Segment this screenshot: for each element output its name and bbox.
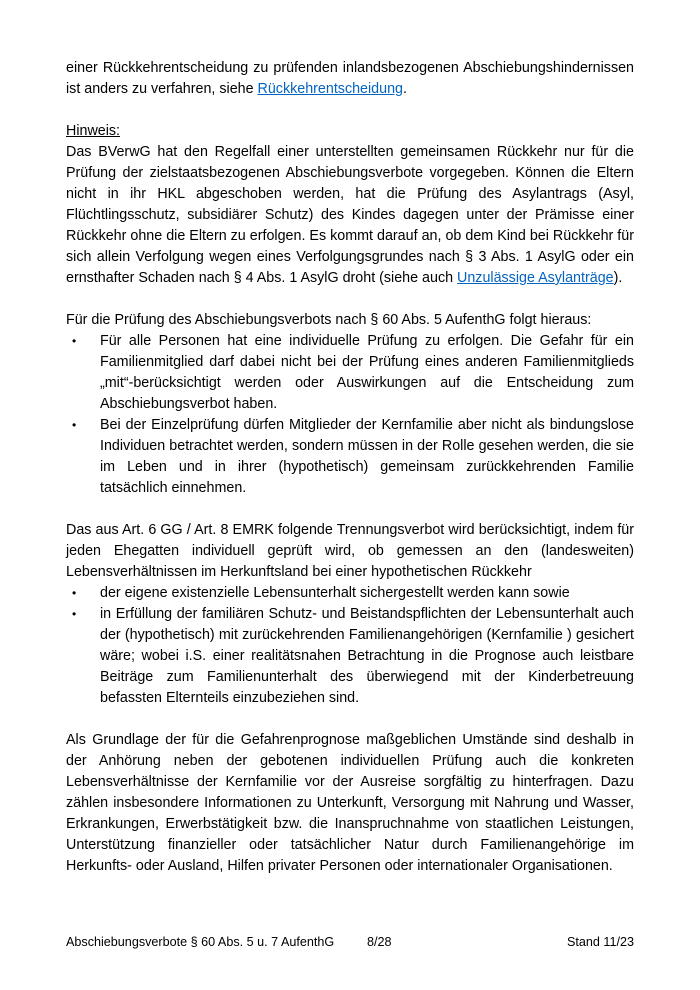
hinweis-text: Das BVerwG hat den Regelfall einer unterstellten gemeinsamen Rückkehr nur für die Prüfung der zielstaatsbezogenen Abschiebungsverbote vorgegeben. Können die Eltern nicht in ihr HKL abgeschoben werden, hat die Prüfung des Asylantrags (Asyl, Flüchtlingsschutz, subsidiärer Schutz) des Kindes dagegen unter der Prämisse einer Rückkehr ohne die Eltern zu erfolgen. Es kommt darauf an, ob dem Kind bei Rückkehr für sich allein Verfolgung wegen eines Verfolgungsgrundes nach § 3 Abs. 1 AsylG oder ein ernsthafter Schaden nach § 4 Abs. 1 AsylG droht (siehe auch xyxy=(66,144,634,286)
list-item-text: in Erfüllung der familiären Schutz- und Beistandspflichten der Lebensunterhalt auch der (hypothetisch) mit zurückehrenden Familienangehörigen (Kernfamilie ) gesichert wäre; wobei i.S. einer realitätsnahen Betrachtung in die Prognose auch leistbare Beiträge zum Familienunterhalt des überwiegend mit der Kinderbetreuung befassten Elternteils einzubeziehen sind. xyxy=(100,606,634,706)
page-body xyxy=(66,58,634,877)
list-item xyxy=(66,604,634,709)
list-item xyxy=(66,583,634,604)
page-footer xyxy=(66,932,634,952)
list-item-text: Bei der Einzelprüfung dürfen Mitglieder der Kernfamilie aber nicht als bindungslose Individuen betrachtet werden, sondern müssen in der Rolle gesehen werden, die sie im Leben und in ihrer (hypothetisch) gemeinsam zurückkehrenden Familie tatsächlich einnehmen. xyxy=(100,417,634,496)
section3-intro: Das aus Art. 6 GG / Art. 8 EMRK folgende Trennungsverbot wird berücksichtigt, indem für jeden Ehegatten individuell geprüft wird, ob gemessen an den (landesweiten) Lebensverhältnissen im Herkunftsland bei einer hypothetischen Rückkehr xyxy=(66,522,634,580)
hinweis-end: ). xyxy=(613,270,623,286)
hinweis-paragraph xyxy=(66,142,634,289)
section4-paragraph: Als Grundlage der für die Gefahrenprognose maßgeblichen Umstände sind deshalb in der Anhörung neben der gebotenen individuellen Prüfung auch die konkreten Lebensverhältnisse der Kernfamilie vor der Ausreise sorgfältig zu hinterfragen. Dazu zählen insbesondere Informationen zu Unterkunft, Versorgung mit Nahrung und Wasser, Erkrankungen, Erwerbstätigkeit bzw. die Inanspruchnahme von staatlichen Leistungen, Unterstützung finanzieller oder tatsächlicher Natur durch Familienangehörige im Herkunfts- oder Ausland, Hilfen privater Personen oder internationaler Organisationen. xyxy=(66,732,634,874)
bullet-icon: • xyxy=(72,334,77,348)
list-item xyxy=(66,415,634,499)
bullet-icon: • xyxy=(72,418,77,432)
footer-page-number: 8/28 xyxy=(367,935,392,949)
paragraph-return-decision xyxy=(66,58,634,100)
list-item-text: Für alle Personen hat eine individuelle Prüfung zu erfolgen. Die Gefahr für ein Familienmitglied darf dabei nicht bei der Prüfung eines anderen Familienmitglieds „mit“-berücksichtigt werden oder Auswirkungen auf die Entscheidung zum Abschiebungsverbot haben. xyxy=(100,333,634,412)
footer-document-title: Abschiebungsverbote § 60 Abs. 5 u. 7 AufenthG xyxy=(66,935,335,949)
list-item-text: der eigene existenzielle Lebensunterhalt sichergestellt werden kann sowie xyxy=(100,585,570,601)
link-unzulaessige-asylantraege[interactable]: Unzulässige Asylanträge xyxy=(457,270,614,286)
link-rueckkehrentscheidung[interactable]: Rückkehrentscheidung xyxy=(257,81,403,97)
section3-bullet-list xyxy=(66,583,634,709)
footer-version-date: Stand 11/23 xyxy=(567,935,634,949)
hinweis-heading: Hinweis: xyxy=(66,123,121,139)
paragraph-text: einer Rückkehrentscheidung zu prüfenden inlandsbezogenen Abschiebungshindernissen ist anders zu verfahren, siehe xyxy=(66,60,634,97)
bullet-icon: • xyxy=(72,607,77,621)
list-item xyxy=(66,331,634,415)
bullet-icon: • xyxy=(72,586,77,600)
section2-bullet-list xyxy=(66,331,634,499)
paragraph-end: . xyxy=(402,81,407,97)
section2-intro: Für die Prüfung des Abschiebungsverbots nach § 60 Abs. 5 AufenthG folgt hieraus: xyxy=(66,312,592,328)
